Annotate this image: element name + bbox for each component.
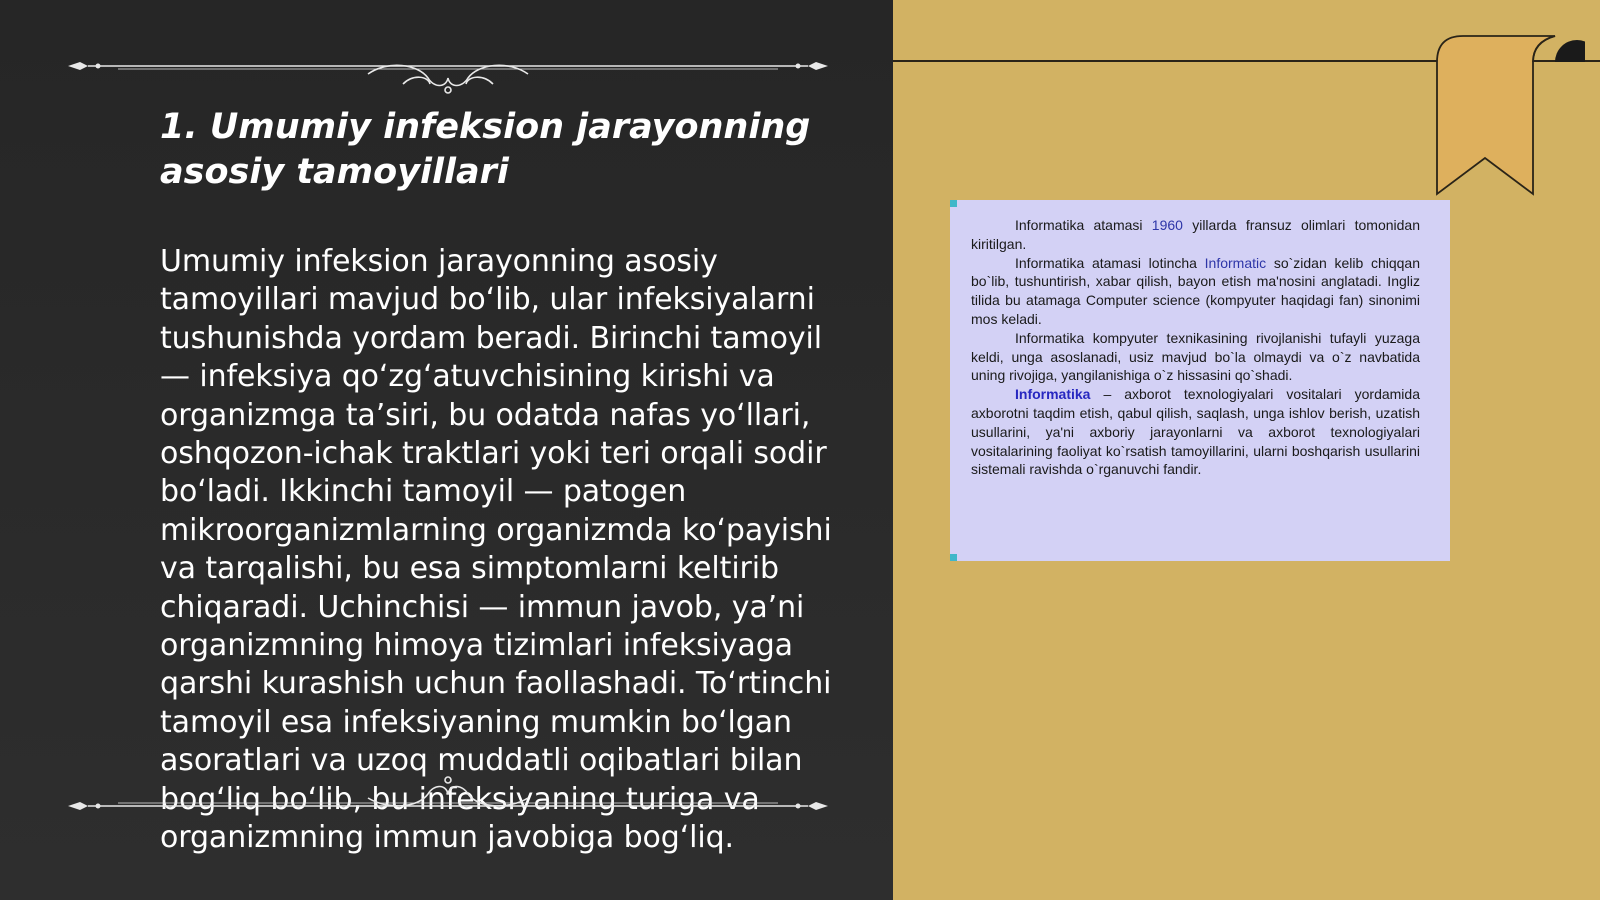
doc-paragraph-4: Informatika – axborot texnologiyalari vositalari yordamida axborotni taqdim etish, qabul qilish, saqlash, unga ishlov berish, uzatish usullarini, ya'ni axboriy jarayonlarni va axborot texnologiyalari vositalarining faoliyat ko`rsatish tamoyillarini, ularni boshqarish usullarini sistemali ravishda o`rganuvchi fandir. bbox=[971, 386, 1420, 478]
doc-definition-term: Informatika bbox=[1015, 386, 1091, 403]
doc-corner-mark bbox=[950, 554, 957, 561]
doc-paragraph-1: Informatika atamasi 1960 yillarda fransuz olimlari tomonidan kiritilgan. bbox=[971, 217, 1420, 252]
bookmark-ribbon-icon bbox=[1435, 34, 1585, 204]
slide-body-text: Umumiy infeksion jarayonning asosiy tamoyillari mavjud bo‘lib, ular infeksiyalarni tushunishda yordam beradi. Birinchi tamoyil — infeksiya qo‘zg‘atuvchisining kirishi va organizmga ta’siri, bu odatda nafas yo‘llari, oshqozon-ichak traktlari yoki teri orqali sodir bo‘ladi. Ikkinchi tamoyil — patogen mikroorganizmlarning organizmda ko‘payishi va tarqalishi, bu esa simptomlarni keltirib chiqaradi. Uchinchisi — immun javob, ya’ni organizmning himoya tizimlari infeksiyaga qarshi kurashish uchun faollashadi. To‘rtinchi tamoyil esa infeksiyaning mumkin bo‘lgan asoratlari va uzoq muddatli oqibatlari bilan bog‘liq bo‘lib, bu infeksiyaning turiga va organizmning immun javobiga bog‘liq. bbox=[160, 244, 832, 856]
slide-title bbox=[160, 105, 860, 195]
doc-corner-mark bbox=[950, 200, 957, 207]
ornamental-divider-bottom bbox=[68, 770, 828, 820]
doc-term: Informatic bbox=[1204, 254, 1267, 271]
slide-title-line1: 1. Umumiy infeksion jarayonning bbox=[160, 107, 811, 147]
doc-paragraph-3: Informatika kompyuter texnikasining rivojlanishi tufayli yuzaga keldi, unga asoslanadi, usiz mavjud bo`la olmaydi va o`z navbatida uning rivojiga, yangilanishiga o`z hissasini qo`shadi. bbox=[971, 329, 1420, 384]
ornamental-divider-top bbox=[68, 50, 828, 100]
doc-year: 1960 bbox=[1151, 217, 1183, 233]
slide-title-line2: asosiy tamoyillari bbox=[160, 152, 509, 192]
informatika-document-image bbox=[950, 200, 1450, 561]
doc-paragraph-2: Informatika atamasi lotincha Informatic so`zidan kelib chiqqan bo`lib, tushuntirish, xabar qilish, bayon etish ma'nosini anglatadi. Ingliz tilida bu atamaga Computer science (kompyuter haqidagi fan) sinonimi mos keladi. bbox=[971, 254, 1420, 327]
